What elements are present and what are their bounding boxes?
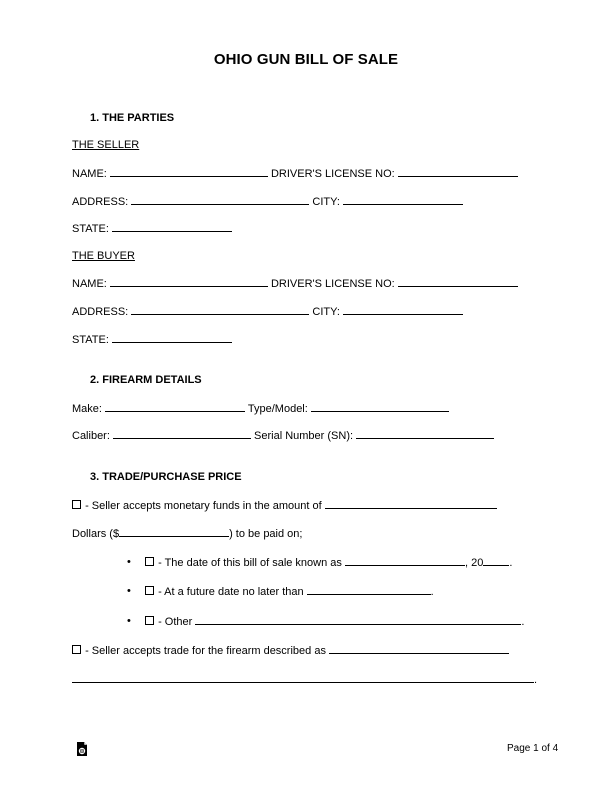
- seller-state-field[interactable]: [112, 222, 232, 232]
- dollars-suffix: ) to be paid on;: [229, 528, 303, 540]
- buyer-city-label: CITY:: [312, 306, 340, 318]
- monetary-label: - Seller accepts monetary funds in the amount of: [85, 500, 322, 512]
- dollars-row: [72, 527, 302, 540]
- section-price-heading: 3. TRADE/PURCHASE PRICE: [90, 471, 242, 483]
- trade-label: - Seller accepts trade for the firearm described as: [85, 645, 326, 657]
- option-other-row: [145, 615, 524, 628]
- type-model-label: Type/Model:: [247, 403, 308, 415]
- seller-address-row: [72, 195, 463, 208]
- seller-name-field[interactable]: [110, 167, 268, 177]
- serial-field[interactable]: [356, 429, 494, 439]
- option-future-row: [145, 585, 434, 598]
- section-firearm-heading: 2. FIREARM DETAILS: [90, 374, 202, 386]
- buyer-address-label: ADDRESS:: [72, 306, 129, 318]
- monetary-row: [72, 499, 497, 512]
- option-future-field[interactable]: [307, 585, 431, 595]
- option-future-label: - At a future date no later than: [158, 586, 304, 598]
- option-future-checkbox[interactable]: [145, 586, 154, 595]
- seller-city-label: CITY:: [312, 196, 340, 208]
- buyer-license-label: DRIVER'S LICENSE NO:: [270, 278, 395, 290]
- caliber-field[interactable]: [113, 429, 251, 439]
- trade-continuation-row: [72, 673, 537, 686]
- bullet-1: •: [127, 556, 131, 568]
- trade-field[interactable]: [329, 644, 509, 654]
- option-other-field[interactable]: [195, 615, 521, 625]
- buyer-heading: THE BUYER: [72, 250, 135, 262]
- buyer-state-field[interactable]: [112, 333, 232, 343]
- firearm-caliber-row: [72, 429, 494, 442]
- seller-state-row: [72, 222, 232, 235]
- document-logo-icon: [76, 741, 88, 757]
- monetary-amount-field[interactable]: [325, 499, 497, 509]
- dollars-field[interactable]: [119, 527, 229, 537]
- seller-license-label: DRIVER'S LICENSE NO:: [270, 168, 395, 180]
- seller-license-field[interactable]: [398, 167, 518, 177]
- seller-name-row: [72, 167, 518, 180]
- buyer-address-row: [72, 305, 463, 318]
- type-model-field[interactable]: [311, 402, 449, 412]
- year-prefix: , 20: [464, 557, 484, 569]
- seller-city-field[interactable]: [343, 195, 463, 205]
- dollars-prefix: Dollars ($: [72, 528, 120, 540]
- option-date-label: - The date of this bill of sale known as: [158, 557, 342, 569]
- buyer-address-field[interactable]: [131, 305, 309, 315]
- firearm-make-row: [72, 402, 449, 415]
- buyer-name-label: NAME:: [72, 278, 107, 290]
- make-field[interactable]: [105, 402, 245, 412]
- option-other-label: - Other: [158, 616, 193, 628]
- buyer-license-field[interactable]: [398, 277, 518, 287]
- option-other-period: .: [521, 616, 525, 628]
- seller-name-label: NAME:: [72, 168, 107, 180]
- year-field[interactable]: [483, 556, 509, 566]
- buyer-name-row: [72, 277, 518, 290]
- caliber-label: Caliber:: [72, 430, 110, 442]
- option-other-checkbox[interactable]: [145, 616, 154, 625]
- option-future-period: .: [430, 586, 434, 598]
- option-date-row: [145, 556, 512, 569]
- serial-label: Serial Number (SN):: [254, 430, 354, 442]
- trade-continuation-field[interactable]: [72, 673, 534, 683]
- monetary-checkbox[interactable]: [72, 500, 81, 509]
- buyer-city-field[interactable]: [343, 305, 463, 315]
- buyer-name-field[interactable]: [110, 277, 268, 287]
- trade-period: .: [534, 674, 538, 686]
- buyer-state-row: [72, 333, 232, 346]
- section-parties-heading: 1. THE PARTIES: [90, 112, 175, 124]
- trade-checkbox[interactable]: [72, 645, 81, 654]
- option-date-field[interactable]: [345, 556, 465, 566]
- option-date-checkbox[interactable]: [145, 557, 154, 566]
- seller-heading: THE SELLER: [72, 139, 140, 151]
- bullet-3: •: [127, 615, 131, 627]
- seller-address-field[interactable]: [131, 195, 309, 205]
- bullet-2: •: [127, 585, 131, 597]
- page-number: Page 1 of 4: [507, 743, 559, 754]
- document-title: OHIO GUN BILL OF SALE: [213, 51, 399, 68]
- trade-row: [72, 644, 509, 657]
- make-label: Make:: [72, 403, 102, 415]
- option-date-period: .: [509, 557, 513, 569]
- seller-address-label: ADDRESS:: [72, 196, 129, 208]
- buyer-state-label: STATE:: [72, 334, 109, 346]
- seller-state-label: STATE:: [72, 223, 109, 235]
